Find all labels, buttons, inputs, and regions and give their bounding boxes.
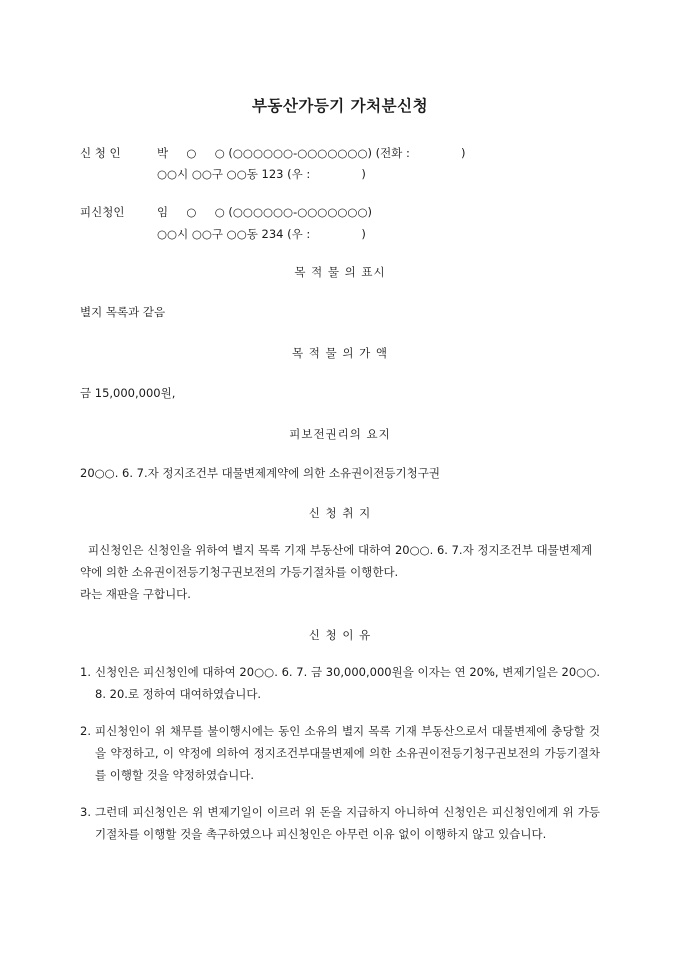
- reason-number: 1.: [80, 665, 91, 679]
- purpose-heading: 신 청 취 지: [308, 506, 372, 520]
- right-heading: 피보전권리의 요지: [289, 427, 391, 441]
- applicant-label: 신 청 인: [80, 146, 121, 160]
- reason-number: 2.: [80, 724, 91, 738]
- document-title: 부동산가등기 가처분신청: [251, 97, 429, 115]
- value-text: 금 15,000,000원,: [80, 386, 176, 400]
- value-heading: 목 적 물 의 가 액: [292, 346, 388, 360]
- reason-text: 피신청인이 위 채무를 불이행시에는 동인 소유의 별지 목록 기재 부동산으로서 대물변제에 충당할 것을 약정하고, 이 약정에 의하여 정지조건부대물변제에 의한 소유권이전등기청구권보전의 가등기절차를 이행할 것을 약정하였습니다.: [95, 724, 600, 782]
- property-heading: 목 적 물 의 표시: [294, 265, 386, 279]
- respondent-address-line: ○○시 ○○구 ○○동 234 (우 : ): [157, 227, 366, 241]
- reason-text: 그런데 피신청인은 위 변제기일이 이르러 위 돈을 지급하지 아니하여 신청인은 피신청인에게 위 가등기절차를 이행할 것을 촉구하였으나 피신청인은 아무런 이유 없이 이행하지 않고 있습니다.: [95, 805, 600, 841]
- purpose-line: 피신청인은 신청인을 위하여 별지 목록 기재 부동산에 대하여 20○○. 6. 7.자 정지조건부 대물변제계약에 의한 소유권이전등기청구권보전의 가등기절차를 이행한다.: [80, 543, 593, 579]
- applicant-address-line: ○○시 ○○구 ○○동 123 (우 : ): [157, 167, 366, 181]
- applicant-name-line: 박 ○ ○ (○○○○○○-○○○○○○○) (전화 : ): [157, 146, 466, 160]
- purpose-paragraph: [80, 539, 600, 605]
- respondent-name-line: 임 ○ ○ (○○○○○○-○○○○○○○): [157, 205, 372, 219]
- reason-number: 3.: [80, 805, 91, 819]
- property-text: 별지 목록과 같음: [80, 305, 166, 319]
- reason-heading: 신 청 이 유: [308, 628, 372, 642]
- reason-item: [80, 801, 600, 845]
- reason-text: 신청인은 피신청인에 대하여 20○○. 6. 7. 금 30,000,000원을 이자는 연 20%, 변제기일은 20○○. 8. 20.로 정하여 대여하였습니다.: [95, 665, 600, 701]
- reason-item: [80, 720, 600, 786]
- reason-item: [80, 661, 600, 705]
- right-text: 20○○. 6. 7.자 정지조건부 대물변제계약에 의한 소유권이전등기청구권: [80, 466, 440, 480]
- purpose-closing: 라는 재판을 구합니다.: [80, 587, 191, 601]
- respondent-label: 피신청인: [80, 205, 125, 219]
